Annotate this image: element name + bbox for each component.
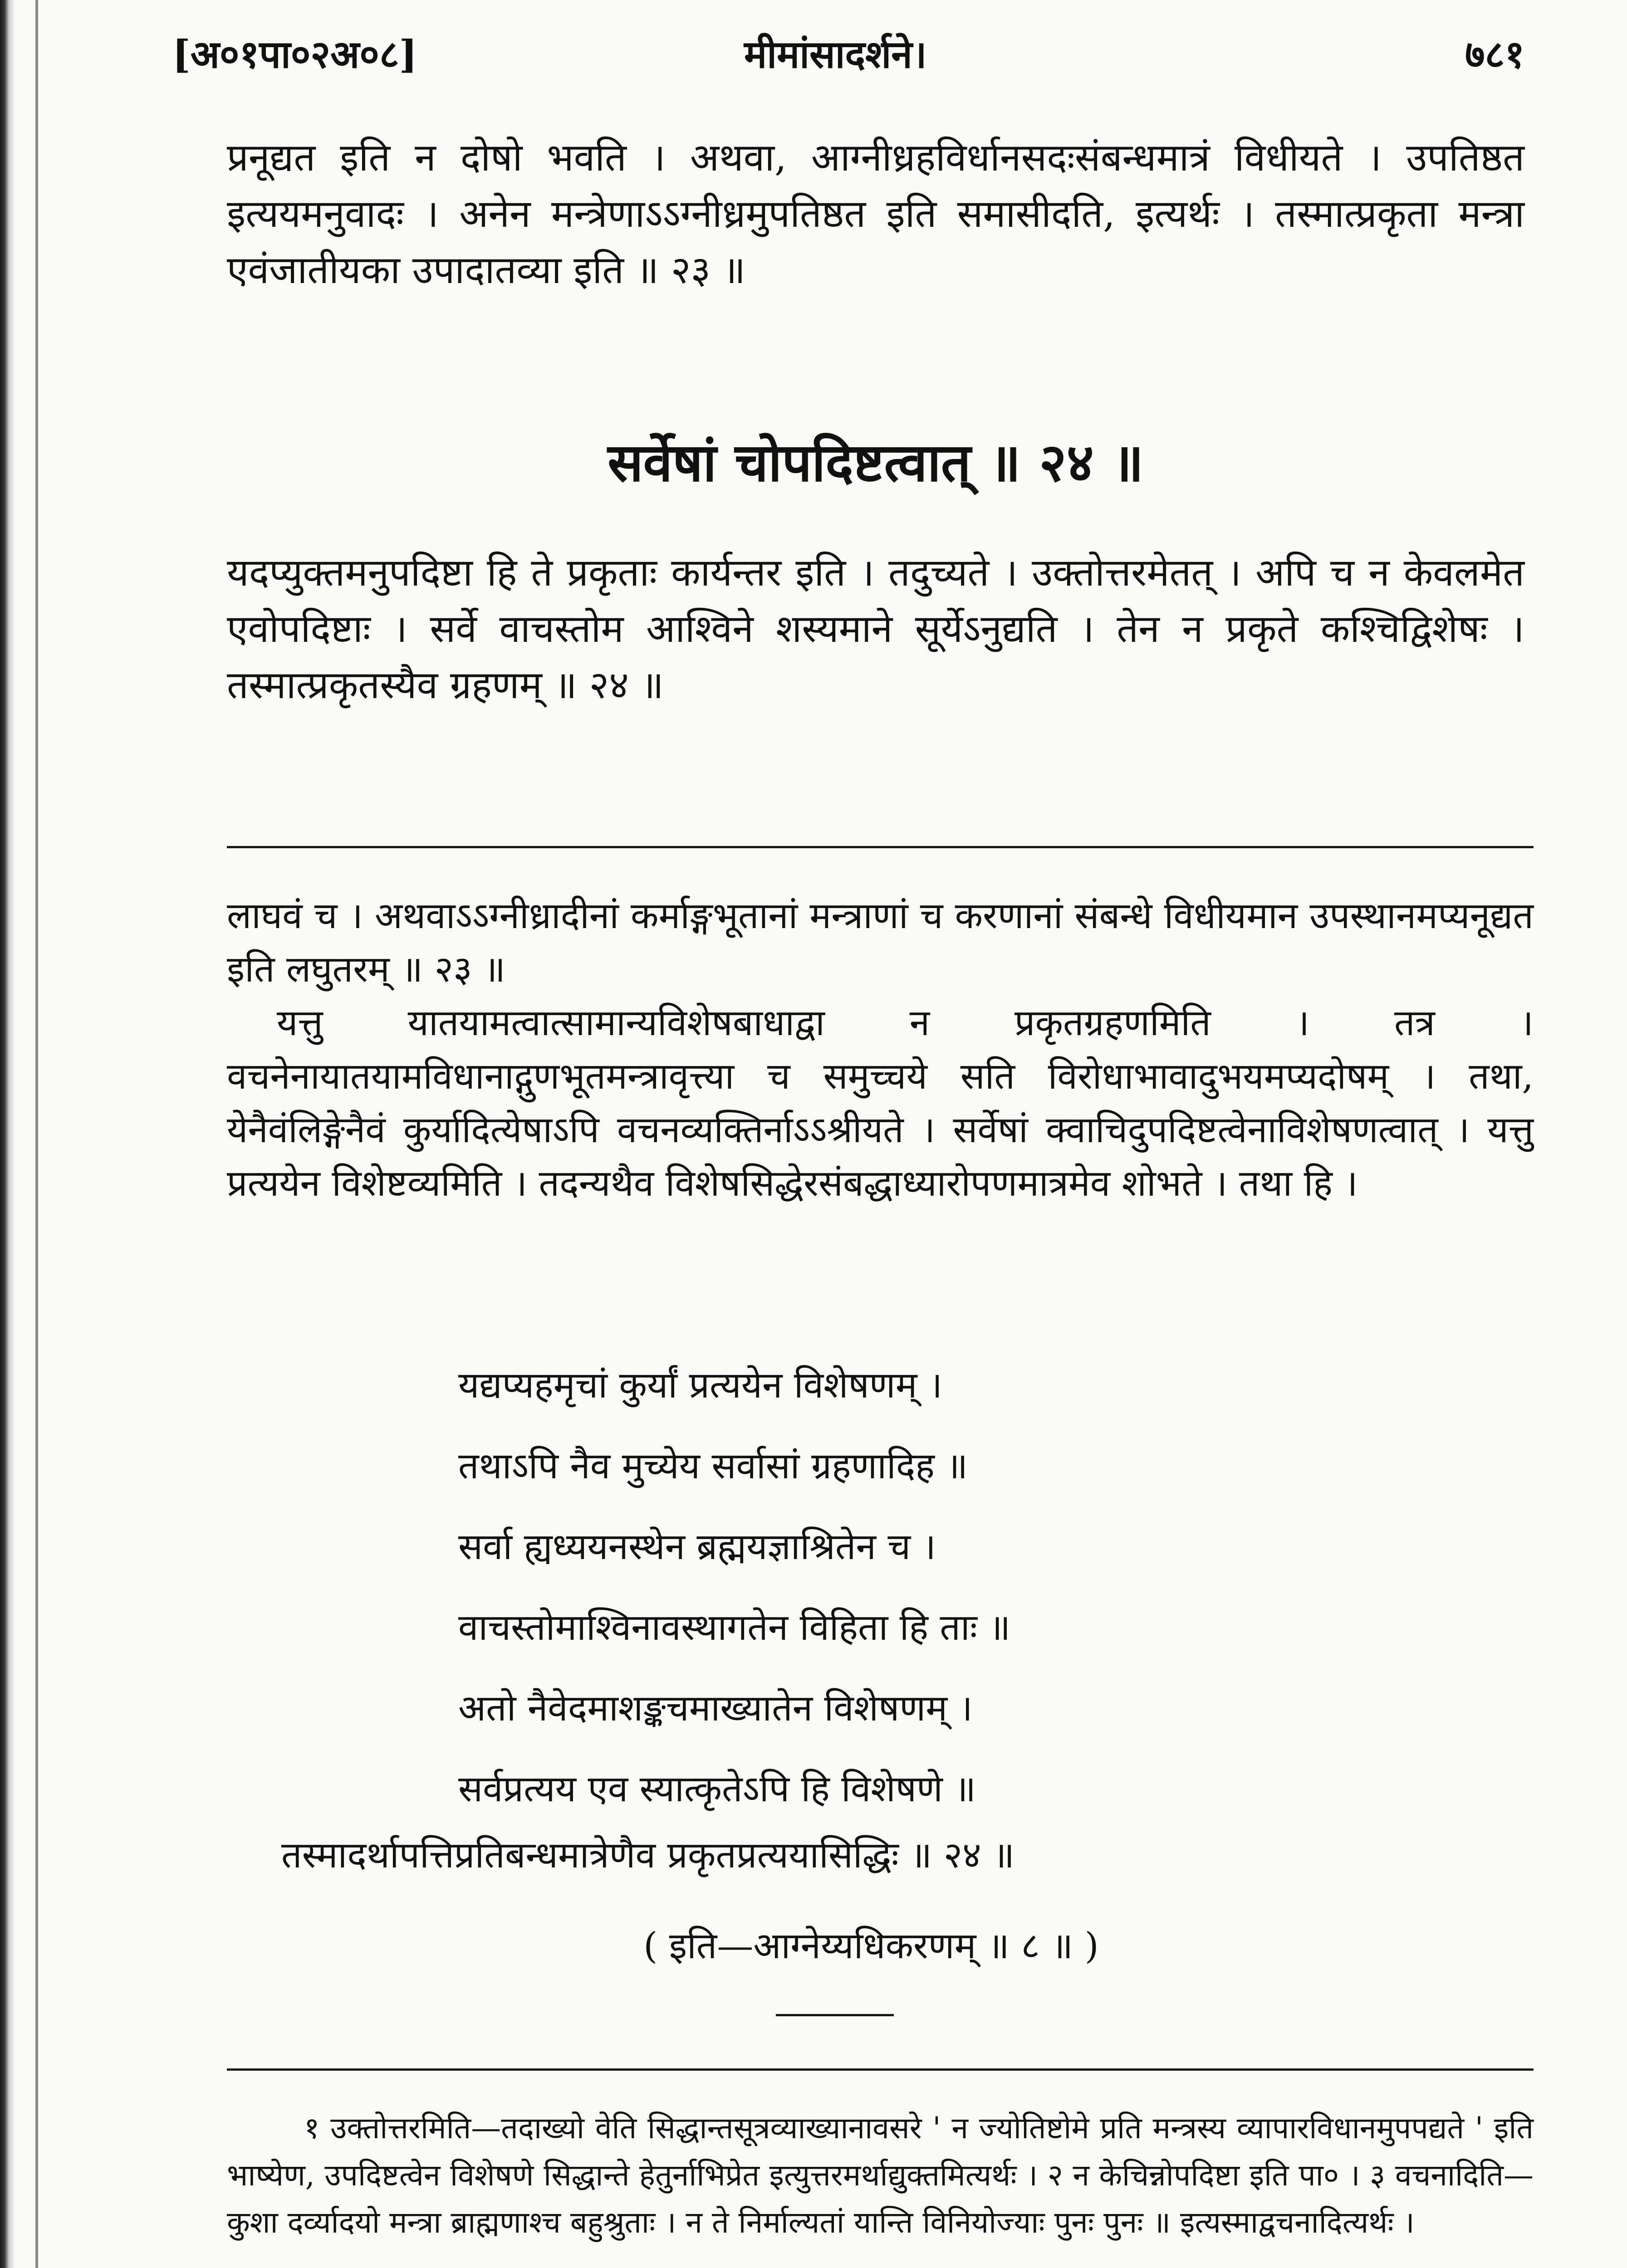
footnote-text: १ उक्तोत्तरमिति—तदाख्यो वेति सिद्धान्तसूत्रव्याख्यानावसरे ' न ज्योतिष्टोमे प्रति मन्त्रस्य व्यापारविधानमुपपद्यते ' इति भाष्येण, उपदिष्टत्वेन विशेषणे सिद्धान्ते हेतुर्नाभिप्रेत इत्युत्तरमर्थाद्युक्तमित्यर्थः । २ न केचिन्नोपदिष्टा इति पा० । ३ वचनादिति—कुशा दर्व्यादयो मन्त्रा ब्राह्मणाश्च बहुश्रुताः । न ते निर्माल्यतां यान्ति विनियोज्याः पुनः पुनः ॥ इत्यस्माद्वचनादित्यर्थः । bbox=[227, 2111, 1534, 2240]
bhashya-sutra-23 bbox=[227, 129, 1524, 298]
verse-line: अतो नैवेदमाशङ्कचमाख्यातेन विशेषणम् । bbox=[458, 1687, 973, 1729]
verse-line: वाचस्तोमाश्विनावस्थागतेन विहिता हि ताः ॥ bbox=[458, 1606, 1011, 1648]
tika-paragraph: यत्तु यातयामत्वात्सामान्यविशेषबाधाद्वा न प्रकृतग्रहणमिति । तत्र । वचनेनायातयामविधानाद्गुणभूतमन्त्रावृत्त्या च समुच्चये सति विरोधाभावादुभयमप्यदोषम् । तथा, येनैवंलिङ्गेनैवं कुर्यादित्येषाऽपि वचनव्यक्तिर्नाऽऽश्रीयते । सर्वेषां क्वाचिदुपदिष्टत्वेनाविशेषणत्वात् । यत्तु प्रत्ययेन विशेष्टव्यमिति । तदन्यथैव विशेषसिद्धेरसंबद्धाध्यारोपणमात्रमेव शोभते । तथा हि । bbox=[227, 1002, 1534, 1204]
adhikarana-end-marker: ( इति—आग्नेय्यधिकरणम् ॥ ८ ॥ ) bbox=[643, 1925, 1099, 1967]
verse-line: यद्यप्यहमृचां कुर्यां प्रत्ययेन विशेषणम् । bbox=[458, 1364, 943, 1406]
verse-line: सर्वप्रत्यय एव स्यात्कृतेऽपि हि विशेषणे ॥ bbox=[458, 1768, 976, 1810]
bhashya-paragraph: प्रनूद्यत इति न दोषो भवति । अथवा, आग्नीध्रहविर्धानसदःसंबन्धमात्रं विधीयते । उपतिष्ठत इत्ययमनुवादः । अनेन मन्त्रेणाऽऽग्नीध्रमुपतिष्ठत इति समासीदति, इत्यर्थः । तस्मात्प्रकृता मन्त्रा एवंजातीयका उपादातव्या इति ॥ २३ ॥ bbox=[227, 135, 1524, 292]
page-number: ७८१ bbox=[1465, 32, 1524, 77]
book-title: मीमांसादर्शने। bbox=[744, 32, 927, 77]
section-reference: [अ०१पा०२अ०८] bbox=[172, 32, 417, 77]
tika-paragraph: लाघवं च । अथवाऽऽग्नीध्रादीनां कर्माङ्गभूतानां मन्त्राणां च करणानां संबन्धे विधीयमान उपस्थानमप्यनूद्यत इति लघुतरम् ॥ २३ ॥ bbox=[227, 894, 1534, 990]
section-divider bbox=[227, 846, 1534, 848]
short-divider bbox=[776, 2014, 894, 2016]
closing-line: तस्मादर्थापत्तिप्रतिबन्धमात्रेणैव प्रकृतप्रत्ययासिद्धिः ॥ २४ ॥ bbox=[281, 1834, 1015, 1876]
binding-edge bbox=[0, 0, 15, 2268]
bhashya-paragraph: यदप्युक्तमनुपदिष्टा हि ते प्रकृताः कार्यन्तर इति । तदुच्यते । उक्तोत्तरमेतत् । अपि च न केवलमेत एवोपदिष्टाः । सर्वे वाचस्तोम आश्विने शस्यमाने सूर्येऽनुद्यति । तेन न प्रकृते कश्चिद्विशेषः । तस्मात्प्रकृतस्यैव ग्रहणम् ॥ २४ ॥ bbox=[227, 550, 1524, 707]
verse-line: तथाऽपि नैव मुच्येय सर्वासां ग्रहणादिह ॥ bbox=[458, 1445, 968, 1487]
running-head bbox=[172, 27, 1534, 82]
tika-commentary bbox=[227, 889, 1534, 1210]
footnotes bbox=[227, 2105, 1534, 2246]
sutra-24-heading: सर्वेषां चोपदिष्टत्वात् ॥ २४ ॥ bbox=[608, 432, 1144, 494]
verse-line: सर्वा ह्यध्ययनस्थेन ब्रह्मयज्ञाश्रितेन च । bbox=[458, 1525, 936, 1568]
binding-margin-line bbox=[35, 0, 38, 2268]
footnote-divider bbox=[227, 2068, 1534, 2071]
bhashya-sutra-24 bbox=[227, 544, 1524, 713]
verse-block bbox=[458, 1345, 1411, 1829]
